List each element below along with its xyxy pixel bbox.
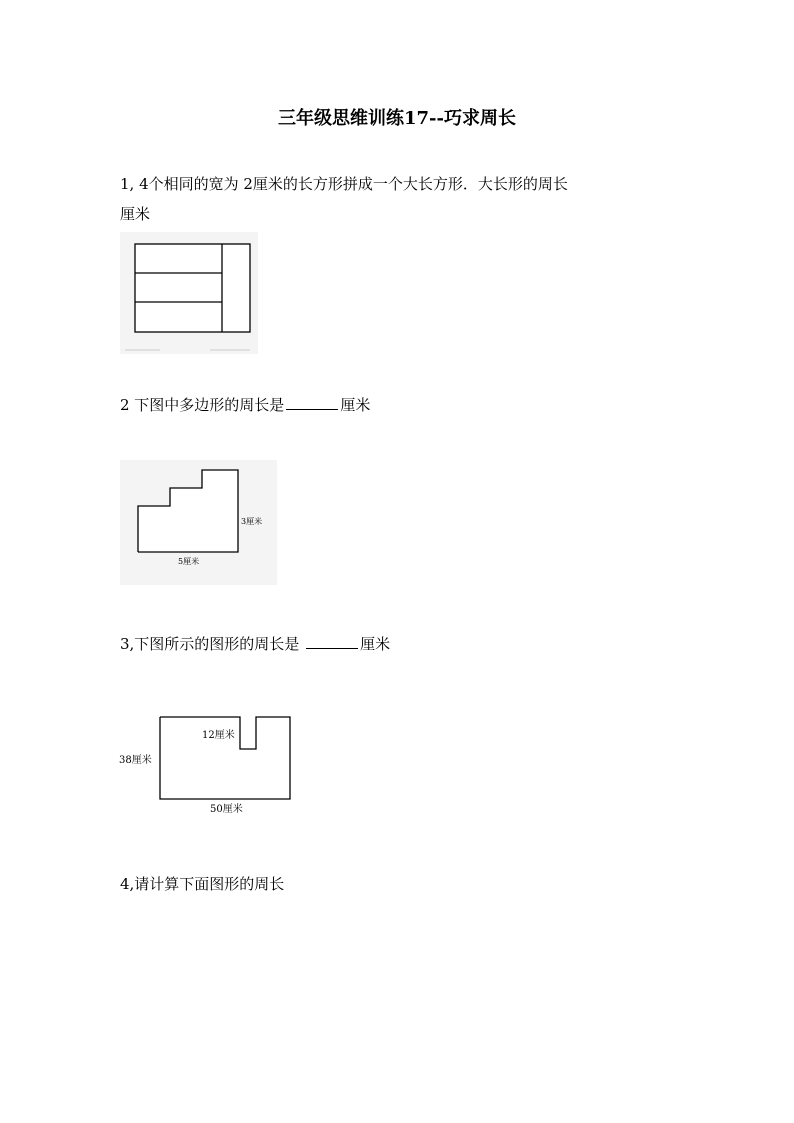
- question-3-unit: 厘米: [360, 635, 391, 653]
- rectangles-figure-svg: [120, 232, 258, 354]
- side-length-label: 3厘米: [241, 517, 263, 526]
- answer-blank[interactable]: [306, 634, 358, 649]
- page-title: 三年级思维训练17--巧求周长: [278, 108, 516, 129]
- bottom-length-label: 50厘米: [210, 804, 243, 815]
- left-length-label: 38厘米: [119, 755, 152, 766]
- notched-rectangle-figure: [118, 708, 303, 820]
- question-3: [120, 631, 390, 657]
- rectangles-figure: [120, 232, 258, 354]
- staircase-polygon: [138, 470, 238, 552]
- question-1-line-2: 厘米: [120, 205, 151, 223]
- question-4: 4,请计算下面图形的周长: [120, 875, 285, 893]
- question-3-text: 3,下图所示的图形的周长是: [120, 635, 305, 653]
- question-1-line-1: 1, 4个相同的宽为 2厘米的长方形拼成一个大长方形．大长形的周长: [120, 175, 568, 193]
- answer-blank[interactable]: [286, 395, 338, 410]
- bottom-length-label: 5厘米: [178, 557, 200, 566]
- question-2-text: 2 下图中多边形的周长是: [120, 396, 285, 414]
- notched-rectangle-figure-svg: [118, 708, 303, 820]
- notch-length-label: 12厘米: [202, 730, 235, 741]
- staircase-figure: [120, 460, 277, 585]
- big-rectangle: [135, 244, 250, 332]
- question-2: [120, 392, 370, 418]
- staircase-figure-svg: [120, 460, 277, 585]
- question-2-unit: 厘米: [340, 396, 371, 414]
